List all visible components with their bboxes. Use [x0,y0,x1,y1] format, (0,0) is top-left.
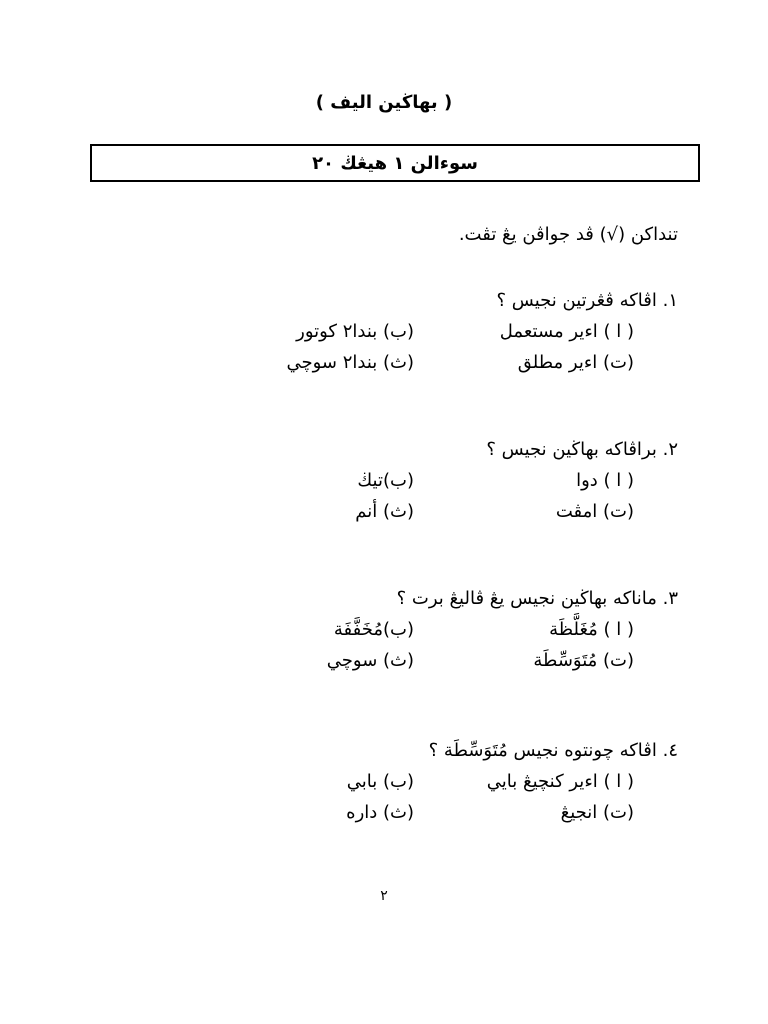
option-row [78,797,678,828]
page-number: ٢ [380,888,388,904]
option-a[interactable]: ( ا ) اءير كنچيڠ بايي [486,771,634,792]
option-a[interactable]: ( ا ) مُغَلَّظَة [549,619,634,640]
option-c[interactable]: (ت) مُتَوَسِّطَة [533,650,634,671]
option-row [78,645,678,676]
option-c[interactable]: (ت) امڤت [555,501,634,522]
option-b[interactable]: (ب) بابي [346,771,414,792]
option-d[interactable]: (ث) بندا٢ سوچي [286,352,414,373]
question-text: ٣. ماناكه بهاڬين نجيس يڠ ڤاليڠ برت ؟ [396,588,678,609]
section-title: سوءالن ١ هيڠڬ ٢٠ [312,152,478,174]
question-1 [78,286,678,378]
option-row [78,766,678,797]
instruction-text: تنداكن (√) ڤد جواڤن يڠ تڤت. [458,224,678,245]
question-text: ١. اڤاكه ڤڠرتين نجيس ؟ [496,290,678,311]
option-a[interactable]: ( ا ) دوا [576,470,634,491]
option-b[interactable]: (ب)تيڬ [357,470,414,491]
option-c[interactable]: (ت) انجيڠ [560,802,634,823]
option-row [78,614,678,645]
question-text: ٤. اڤاكه چونتوه نجيس مُتَوَسِّطَة ؟ [428,740,678,761]
question-3 [78,584,678,676]
option-row [78,465,678,496]
option-d[interactable]: (ث) سوچي [326,650,414,671]
option-row [78,316,678,347]
option-a[interactable]: ( ا ) اءير مستعمل [499,321,634,342]
option-b[interactable]: (ب) بندا٢ كوتور [296,321,414,342]
option-d[interactable]: (ث) أنم [355,501,414,522]
option-b[interactable]: (ب)مُخَفَّفَة [333,619,414,640]
option-row [78,496,678,527]
part-title: ( بهاڬين اليف ) [315,92,453,113]
option-c[interactable]: (ت) اءير مطلق [517,352,634,373]
question-4 [78,736,678,828]
option-d[interactable]: (ث) داره [346,802,414,823]
question-2 [78,435,678,527]
option-row [78,347,678,378]
section-title-box [90,144,700,182]
question-text: ٢. براڤاكه بهاڬين نجيس ؟ [486,439,678,460]
